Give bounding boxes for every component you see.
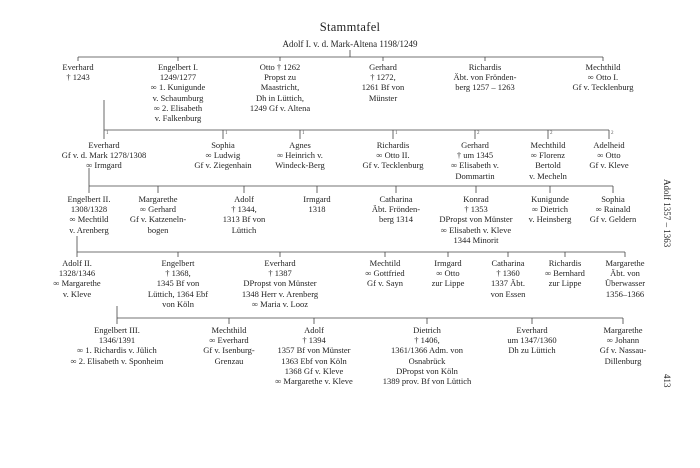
person-text-line: Windeck-Berg <box>275 160 325 171</box>
person-text-line: ∞ 2. Elisabeth v. Sponheim <box>70 355 164 366</box>
person-text-line: Engelbert I. <box>157 62 199 72</box>
person-text-line: 1356–1366 <box>605 288 645 299</box>
person-text-line: ∞ Irmgard <box>86 160 122 171</box>
marriage-number: 1 <box>302 131 305 136</box>
person-text-line: Everhard <box>264 258 296 268</box>
person-text-line: Catharina <box>491 258 525 268</box>
person-text-line: Richardis <box>376 140 410 150</box>
person-text-line: ∞ Elisabeth v. <box>451 160 499 171</box>
person-text-line: 1318 <box>308 204 326 215</box>
person-entry <box>533 62 673 93</box>
marriage-number: 1 <box>395 131 398 136</box>
person-entry <box>555 258 695 299</box>
person-text-line: berg 1314 <box>378 214 414 225</box>
person-text-line: v. Mecheln <box>529 170 567 181</box>
person-text-line: 1361/1366 Adm. von <box>390 345 464 356</box>
person-text-line: Äbt. von Frönden- <box>453 72 517 83</box>
person-text-line: † 1243 <box>66 72 90 83</box>
person-text-line: Agnes <box>289 140 311 150</box>
person-text-line: ∞ 1. Kunigunde <box>150 82 206 93</box>
person-text-line: Münster <box>368 92 398 103</box>
person-text-line: Margarethe <box>605 258 645 268</box>
person-text-line: Mechthild <box>530 140 566 150</box>
person-text-line: ∞ 2. Elisabeth <box>153 102 203 113</box>
person-text-line: Gf v. Geldern <box>589 214 637 225</box>
person-text-line: Dillenburg <box>604 355 642 366</box>
person-text-line: † 1360 <box>496 268 520 279</box>
person-text-line: Lüttich, 1364 Ebf <box>147 288 209 299</box>
person-text-line: † 1406, <box>414 335 440 346</box>
person-text-line: v. Falkenburg <box>154 113 202 124</box>
person-text-line: Gerhard <box>461 140 489 150</box>
person-text-line: Mechthild <box>585 62 621 72</box>
person-text-line: zur Lippe <box>548 278 582 289</box>
person-text-line: Gf v. Isenburg- <box>203 345 255 356</box>
person-text-line: Sophia <box>601 194 625 204</box>
person-text-line: Dh zu Lüttich <box>508 345 556 356</box>
person-text-line: zur Lippe <box>431 278 465 289</box>
person-text-line: ∞ Ludwig <box>205 150 241 161</box>
person-text-line: ∞ Mechtild <box>69 214 109 225</box>
person-text-line: ∞ Everhard <box>209 335 249 346</box>
person-text-line: † 1387 <box>268 268 292 279</box>
person-text-line: † 1368, <box>165 268 191 279</box>
person-text-line: Mechtild <box>369 258 401 268</box>
person-text-line: bogen <box>147 224 169 235</box>
person-text-line: v. Kleve <box>62 288 92 299</box>
person-text-line: Irmgard <box>434 258 462 268</box>
person-entry <box>553 325 693 366</box>
person-text-line: 1249 Gf v. Altena <box>249 102 311 113</box>
person-text-line: ∞ Margarethe v. Kleve <box>275 376 353 387</box>
person-text-line: ∞ Elisabeth v. Kleve <box>440 224 512 235</box>
person-text-line: ∞ Otto <box>597 150 621 161</box>
marriage-number: 1 <box>225 131 228 136</box>
person-text-line: Maastricht, <box>260 82 300 93</box>
person-text-line: Lüttich <box>231 224 257 235</box>
person-text-line: ∞ Florenz <box>530 150 566 161</box>
person-text-line: Äbt. Frönden- <box>371 204 421 215</box>
person-text-line: Dh in Lüttich, <box>256 92 304 103</box>
person-text-line: Dommartin <box>455 170 495 181</box>
person-text-line: Adelheid <box>593 140 625 150</box>
person-text-line: 1337 Äbt. <box>491 278 525 289</box>
person-text-line: Margarethe <box>603 325 643 335</box>
person-text-line: Gf v. Katzeneln- <box>129 214 187 225</box>
person-text-line: 1345 Bf von <box>156 278 200 289</box>
person-text-line: Propst zu <box>264 72 296 83</box>
person-text-line: von Köln <box>162 298 194 309</box>
person-text-line: Überwasser <box>604 278 646 289</box>
person-text-line: ∞ Gottfried <box>365 268 405 279</box>
person-text-line: Kunigunde <box>531 194 569 204</box>
person-text-line: Sophia <box>211 140 235 150</box>
person-text-line: Everhard <box>516 325 548 335</box>
person-text-line: 1363 Ebf von Köln <box>281 355 347 366</box>
person-text-line: Margarethe <box>138 194 178 204</box>
person-text-line: berg 1257 – 1263 <box>455 82 515 93</box>
person-text-line: Grenzau <box>214 355 244 366</box>
person-text-line: Adolf <box>234 194 254 204</box>
person-text-line: Engelbert II. <box>67 194 111 204</box>
marriage-number: 1 <box>106 131 109 136</box>
marriage-number: 2 <box>611 131 614 136</box>
person-text-line: ∞ Heinrich v. <box>277 150 323 161</box>
person-text-line: Bertold <box>535 160 561 171</box>
person-text-line: Dietrich <box>413 325 441 335</box>
person-text-line: ∞ Maria v. Looz <box>251 298 309 309</box>
person-text-line: Adolf <box>304 325 324 335</box>
person-text-line: Osnabrück <box>408 355 446 366</box>
person-text-line: Otto † 1262 <box>259 62 301 72</box>
person-text-line: Gf v. Tecklenburg <box>362 160 424 171</box>
person-text-line: ∞ Otto <box>436 268 460 279</box>
person-text-line: ∞ Bernhard <box>545 268 585 279</box>
person-entry <box>539 140 679 171</box>
page-title: Stammtafel <box>319 20 381 34</box>
person-text-line: 1261 Bf von <box>361 82 405 93</box>
person-text-line: † 1272, <box>370 72 396 83</box>
person-text-line: Gerhard <box>369 62 397 72</box>
person-text-line: DPropst von Münster <box>243 278 317 289</box>
person-text-line: ∞ Dietrich <box>531 204 569 215</box>
marriage-number: 2 <box>477 131 480 136</box>
person-text-line: DPropst von Münster <box>439 214 513 225</box>
person-text-line: ∞ Margarethe <box>53 278 101 289</box>
person-text-line: Engelbert <box>161 258 195 268</box>
person-text-line: 1389 prov. Bf von Lüttich <box>382 376 472 387</box>
person-text-line: um 1347/1360 <box>507 335 557 346</box>
person-text-line: ∞ Johann <box>606 335 640 346</box>
person-text-line: 1368 Gf v. Kleve <box>284 365 344 376</box>
person-text-line: † 1394 <box>302 335 326 346</box>
person-text-line: Catharina <box>379 194 413 204</box>
person-text-line: 1313 Bf von <box>222 214 266 225</box>
person-text-line: Everhard <box>88 140 120 150</box>
person-text-line: Konrad <box>463 194 489 204</box>
person-text-line: ∞ Otto II. <box>376 150 410 161</box>
person-text-line: ∞ Gerhard <box>139 204 177 215</box>
root-ancestor: Adolf I. v. d. Mark-Altena 1198/1249 <box>282 39 418 49</box>
person-text-line: 1328/1346 <box>58 268 96 279</box>
person-text-line: Gf v. Kleve <box>589 160 629 171</box>
person-text-line: 1344 Minorit <box>453 234 499 245</box>
person-text-line: 1308/1328 <box>70 204 108 215</box>
person-text-line: Gf v. Sayn <box>366 278 404 289</box>
person-text-line: DPropst von Köln <box>396 365 458 376</box>
person-text-line: v. Heinsberg <box>528 214 572 225</box>
person-text-line: ∞ Otto I. <box>587 72 619 83</box>
marriage-number: 2 <box>550 131 553 136</box>
person-text-line: von Essen <box>490 288 526 299</box>
person-text-line: Irmgard <box>303 194 331 204</box>
person-text-line: ∞ Rainald <box>595 204 631 215</box>
person-text-line: Richardis <box>468 62 502 72</box>
person-text-line: ∞ 1. Richardis v. Jülich <box>77 345 157 356</box>
person-text-line: Gf v. Tecklenburg <box>572 82 634 93</box>
person-text-line: Adolf II. <box>62 258 92 268</box>
person-text-line: v. Schaumburg <box>152 92 204 103</box>
person-text-line: Everhard <box>62 62 94 72</box>
person-text-line: 1249/1277 <box>159 72 197 83</box>
person-text-line: Richardis <box>548 258 582 268</box>
person-text-line: † um 1345 <box>456 150 494 161</box>
person-text-line: Gf v. Nassau- <box>599 345 647 356</box>
person-text-line: Gf v. Ziegenhain <box>194 160 252 171</box>
page-number: 413 <box>662 374 672 388</box>
person-text-line: 1348 Herr v. Arenberg <box>241 288 319 299</box>
person-text-line: 1357 Bf von Münster <box>277 345 351 356</box>
person-text-line: Engelbert III. <box>94 325 140 335</box>
person-text-line: † 1353 <box>464 204 488 215</box>
person-text-line: 1346/1391 <box>98 335 136 346</box>
person-text-line: Äbt. von <box>610 268 640 279</box>
person-text-line: Mechthild <box>211 325 247 335</box>
side-caption: Adolf 1357 – 1363 <box>662 178 672 248</box>
person-text-line: † 1344, <box>231 204 257 215</box>
person-text-line: v. Arenberg <box>69 224 109 235</box>
person-text-line: Gf v. d. Mark 1278/1308 <box>61 150 147 161</box>
